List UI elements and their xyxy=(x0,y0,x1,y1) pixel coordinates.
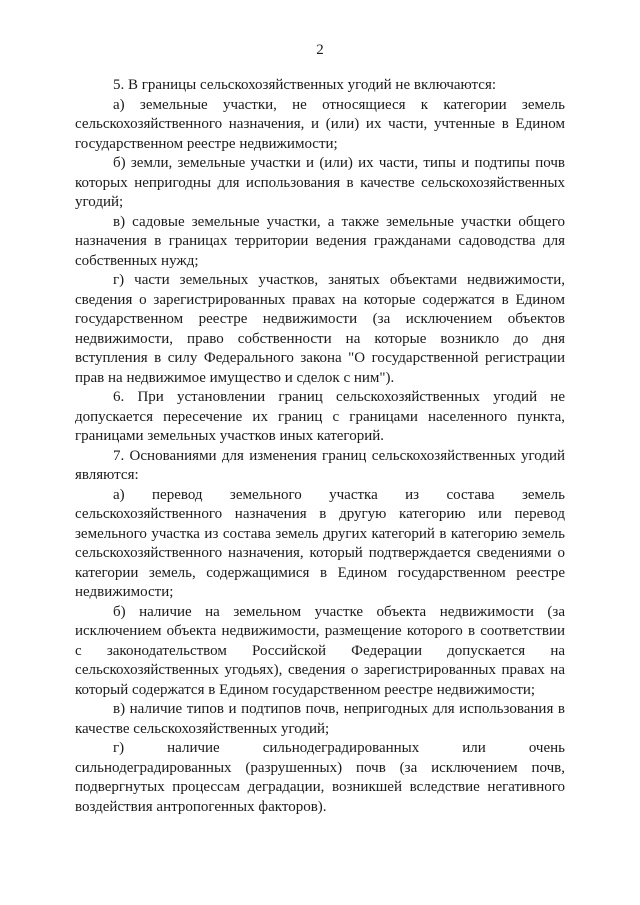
paragraph-6: 6. При установлении границ сельскохозяйственных угодий не допускается пересечение их границ с границами населенного пункта, границами земельных участков иных категорий. xyxy=(75,389,565,444)
document-page xyxy=(75,0,565,905)
paragraph-5v: в) садовые земельные участки, а также земельные участки общего назначения в границах территории ведения гражданами садоводства для собственных нужд; xyxy=(75,213,565,269)
paragraph-7b: б) наличие на земельном участке объекта недвижимости (за исключением объекта недвижимости, размещение которого в соответствии с законодательством Российской Федерации допускается на сельскохозяйственных угодьях), сведения о зарегистрированных правах на который содержатся в Едином государственном реестре недвижимости; xyxy=(75,603,565,698)
page-number: 2 xyxy=(316,42,324,58)
paragraph-5g: г) части земельных участков, занятых объектами недвижимости, сведения о зарегистрированных правах на которые содержатся в Едином государственном реестре недвижимости (за исключением объектов недвижимости, право собственности на которые возникло до дня вступления в силу Федерального закона "О государственной регистрации прав на недвижимое имущество и сделок с ним"). xyxy=(75,272,565,386)
paragraph-5a: а) земельные участки, не относящиеся к категории земель сельскохозяйственного назначения, и (или) их части, учтенные в Едином государственном реестре недвижимости; xyxy=(75,96,565,152)
paragraph-7g: г) наличие сильнодеградированных или очень сильнодеградированных (разрушенных) почв (за исключением почв, подвергнутых процессам деградации, возникшей вследствие негативного воздействия антропогенных факторов). xyxy=(75,740,565,815)
document-body xyxy=(75,76,565,817)
paragraph-7a: а) перевод земельного участка из состава земель сельскохозяйственного назначения в другую категорию или перевод земельного участка из состава земель других категорий в категорию земель сельскохозяйственного назначения, который подтверждается сведениями о категории земель, содержащимися в Едином государственном реестре недвижимости; xyxy=(75,486,565,600)
paragraph-5b: б) земли, земельные участки и (или) их части, типы и подтипы почв которых непригодны для использования в качестве сельскохозяйственных угодий; xyxy=(75,155,565,210)
paragraph-7: 7. Основаниями для изменения границ сельскохозяйственных угодий являются: xyxy=(75,447,565,483)
paragraph-5: 5. В границы сельскохозяйственных угодий не включаются: xyxy=(113,77,497,93)
paragraph-7v: в) наличие типов и подтипов почв, непригодных для использования в качестве сельскохозяйственных угодий; xyxy=(75,701,565,737)
